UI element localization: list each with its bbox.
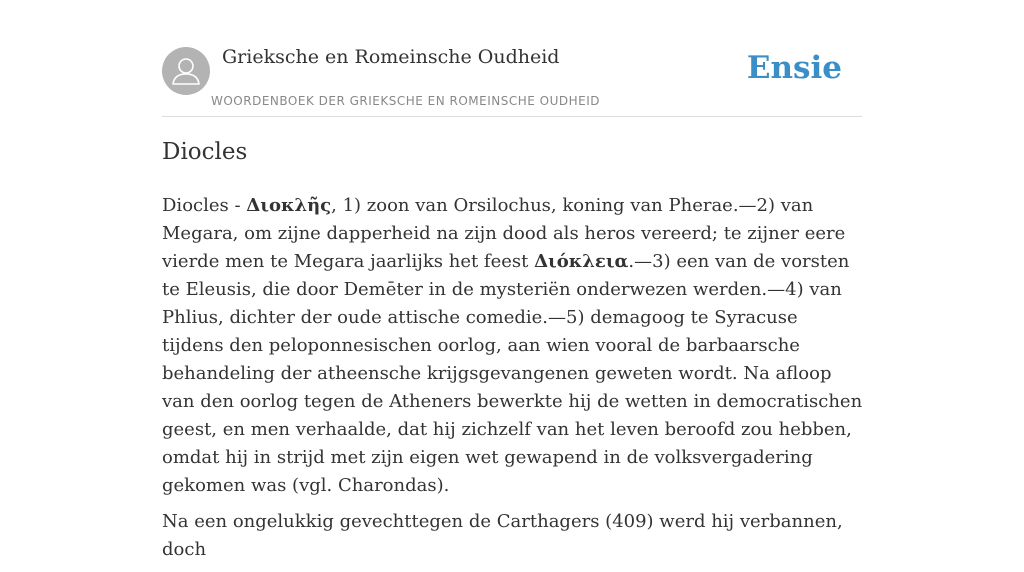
avatar[interactable] <box>162 47 210 95</box>
user-icon <box>162 47 210 95</box>
entry-body <box>162 192 864 572</box>
entry-text: .—3) een van de vorsten te Eleusis, die door Demēter in de mysteriën onderwezen werden.—4) van Phlius, dichter der oude attische comedie.—5) demagoog te Syracuse tijdens den peloponnesischen oorlog, aan wien vooral de barbaarsche behandeling der atheensche krijgsgevangenen geweten wordt. Na afloop van den oorlog tegen de Atheners bewerkte hij de wetten in democratischen geest, en men verhaalde, dat hij zichzelf van het leven beroofd zou hebben, omdat hij in strijd met zijn eigen wet gewapend in de volksvergadering gekomen was (vgl. Charondas). <box>162 251 863 496</box>
greek-term: Διόκλεια <box>534 251 629 272</box>
brand-logo[interactable]: Ensie <box>746 50 842 86</box>
entry-text: , 1) zoon van Orsilochus, koning van Pherae.—2) van Megara, om zijne dapperheid na zijn dood als heros vereerd; te zijner eere vierde men te Megara jaarlijks het feest <box>162 195 846 272</box>
greek-term: Διοκλῆς <box>246 195 332 216</box>
site-title[interactable]: Grieksche en Romeinsche Oudheid <box>222 46 560 68</box>
entry-paragraph-2: Na een ongelukkig gevechttegen de Carthagers (409) werd hij verbannen, doch <box>162 511 843 560</box>
site-subtitle: WOORDENBOEK DER GRIEKSCHE EN ROMEINSCHE OUDHEID <box>211 94 601 108</box>
page-title: Diocles <box>162 139 248 165</box>
entry-paragraph-1 <box>162 192 864 500</box>
site-header <box>162 44 862 117</box>
entry-text: Diocles - <box>162 195 247 216</box>
